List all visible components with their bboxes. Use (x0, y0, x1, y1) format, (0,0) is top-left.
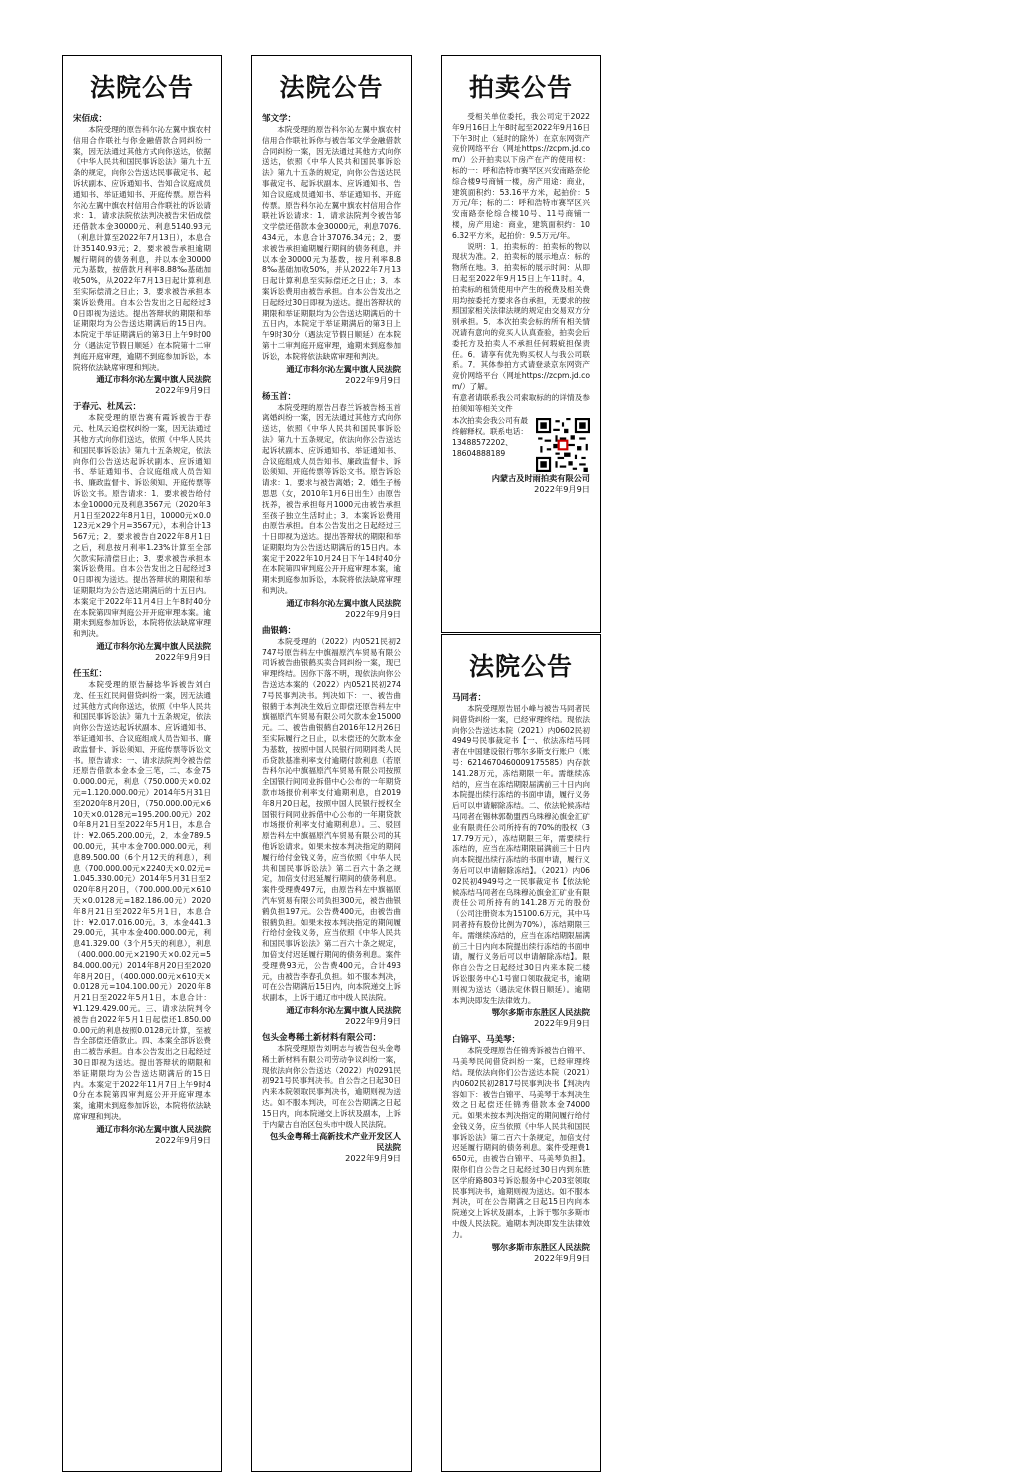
court-notice-column-1 (62, 55, 222, 1472)
notice-addressee: 杨玉首： (262, 391, 297, 402)
notice-addressee: 白锦平、马美琴： (452, 1035, 521, 1046)
notice-body: 本院受理的原告吕春兰诉被告杨玉首离婚纠纷一案，因无法通过其他方式向你送达，依照《中华人民共和国民事诉讼法》第九十五条规定，依法向你公告送达起诉状副本、应诉通知书、举证通知书、合议庭组成人员告知书、廉政监督卡、诉讼须知、开庭传票等诉讼文书。原告诉讼请求：1．要求与被告离婚；2．婚生子杨思思（女，2010年1月6日出生）由原告抚养，被告承担每月1000元由被告承担至孩子独立生活时止；3．本案诉讼费用由原告承担。自本公告发出之日起经过三十日即视为送达。提出答辩状的期限和举证期限均为公告送达期满后的15日内。本案定于2022年10月24日下午14时40分在本院第四审判庭公开开庭审理本案，逾期未到庭参加诉讼，本院将依法缺席审理和判决。 (262, 402, 401, 596)
notice-court: 通辽市科尔沁左翼中旗人民法院 (96, 641, 211, 652)
qr-row (452, 416, 590, 472)
notice-addressee: 宋佰成： (73, 114, 108, 124)
notice-court: 通辽市科尔沁左翼中旗人民法院 (286, 1004, 401, 1015)
court-notice-column-2 (251, 55, 412, 1472)
auction-notice (441, 55, 601, 633)
auction-company: 内蒙古及时雨拍卖有限公司 (491, 473, 590, 484)
column-heading: 法院公告 (468, 652, 573, 681)
column-heading: 法院公告 (279, 73, 384, 102)
notice-date: 2022年9月9日 (155, 385, 211, 396)
notice-addressee: 曲银鹤： (262, 625, 297, 636)
notice-body: 本院受理的原告赫捻华诉被告刘白龙、任玉红民间借贷纠纷一案，因无法通过其他方式向你送达，依照《中华人民共和国民事诉讼法》第九十五条规定，依法向你公告送达起诉状副本、应诉通知书、举证通知书、合议庭组成人员告知书、廉政监督卡、诉讼须知、开庭传票等诉讼文书。原告请求：一、请求法院判令被告偿还原告借款本金本金三笔，二、本金750.000.00元，利息（750.000天×0.02元=1.120.000.00元）2014年5月31日至2020年8月20日，（750.000.00元×610天×0.0128元=195.200.00元）2020年8月21日至2022年5月1日，本息合计：¥2.065.200.00元，2．本金789.500.00元，其中本金700.000.00元，利息89.500.00（6个月12天的利息），利息（700.000.00元×2240天×0.02元=1.045.330.00元）2014年5月31日至2020年8月20日，（700.000.00元×610天×0.0128元=182.186.00元）2020年8月21日至2022年5月1日，本息合计：¥2.017.016.00元。3．本金441.329.00元，其中本金400.000.00元，利息41.329.00（3个月5天的利息），利息（400.000.00元×2190天×0.02元=584.000.00元）2014年8月20日至2020年8月20日，（400.000.00元×610天×0.0128元=104.100.00元）2020年8月21日至2022年5月1日，本息合计：¥1.129.429.00元。三、请求法院判令被告自2022年5月1日起偿还1.850.000.00元的利息按照0.0128元计算，至被告全部偿还借款止。四、本案全部诉讼费由二被告承担。自本公告发出之日起经过30日即视为送达。提出答辩状的期限和举证期限均为公告送达期满后的15日内。本案定于2022年11月7日上午9时40分在本院第四审判庭公开开庭审理本案，逾期未到庭参加诉讼，本院将依法缺席审理和判决。 (73, 680, 211, 1121)
notice-body: 本院受理的原告赛有霞诉被告于春元、杜凤云追偿权纠纷一案，因无法通过其他方式向你们送达，依照《中华人民共和国民事诉讼法》第九十五条规定，依法向你们公告送达起诉状副本、应诉通知书、举证通知书、合议庭组成人员告知书、廉政监督卡、诉讼须知、开庭传票等诉讼文书。原告请求：1．要求被告给付本金10000元及利息3567元（2020年3月1日至2022年8月1日，10000元×0.0123元×29个月=3567元），本利合计13567元；2．要求被告自2022年8月1日之后，利息按月利率1.23%计算至全部欠款实际清偿日止；3．要求被告承担本案诉讼费用。自本公告发出之日起经过30日即视为送达。提出答辩状的期限和举证期限均为公告送达期满后的十五日内。本案定于2022年11月4日上午8时40分在本院第四审判庭公开开庭审理本案。逾期未到庭参加诉讼，本院将依法缺席审理和判决。 (73, 413, 212, 639)
notice (73, 112, 211, 396)
notice-date: 2022年9月9日 (155, 1134, 211, 1145)
notice-body: 本院受理原告刘明志与被告包头金粤稀土新材料有限公司劳动争议纠纷一案，现依法向你公告送达（2022）内0291民初921号民事判决书。自公告之日起30日内来本院领取民事判决书，逾期则视为送达。如不服本判决，可在公告期满之日起15日内，向本院递交上诉状及副本，上诉于内蒙古自治区包头市中级人民法院。 (262, 1043, 401, 1129)
notice-body: 本院受理的原告科尔沁左翼中旗农村信用合作联社诉你与被告邹文学金融借款合同纠纷一案，因无法通过其他方式向你送达，依照《中华人民共和国民事诉讼法》第九十五条的规定，向你公告送达民事裁定书、起诉状副本、应诉通知书、告知合议庭成员通知书、举证通知书、开庭传票。原告科尔沁左翼中旗农村信用合作联社诉讼请求：1．请求法院判令被告邹文学偿还借款本金30000元，利息7076.434元，本息合计37076.34元；2．要求被告承担逾期履行期间的债务利息，并以本金30000元为基数，按月利率8.88‰基础加收50%，并从2022年7月13日起计算利息至实际偿还之日止；3．本案诉讼费用由被告承担。自本公告发出之日起经过30日即视为送达。提出答辩状的期限和举证期限均为公告送达期满后的十五日内，本院定于举证期满后的第3日上午9时30分（遇法定节假日顺延）在本院第十二审判庭开庭审理，逾期未到庭参加诉讼，本院将依法缺席审理和判决。 (262, 125, 401, 361)
qr-code-icon[interactable] (536, 418, 590, 472)
notice-date: 2022年9月9日 (345, 374, 401, 385)
notice-date: 2022年9月9日 (534, 1018, 590, 1029)
column-heading: 法院公告 (89, 73, 194, 102)
notice (73, 667, 211, 1146)
notice-court: 鄂尔多斯市东胜区人民法院 (491, 1007, 590, 1018)
court-notice-column-3 (441, 634, 601, 1472)
notice-body: 本院受理的原告科尔沁左翼中旗农村信用合作联社与你金融借款合同纠纷一案，因无法通过其他方式向你送达，依据《中华人民共和国民事诉讼法》第九十五条的规定，向你公告送达民事裁定书、起诉状副本、应诉通知书、告知合议庭成员通知书、举证通知书、开庭传票。原告科尔沁左翼中旗农村信用合作联社的诉讼请求：1．请求法院依法判决被告宋佰成偿还借款本金30000元、利息5140.93元（利息计算至2022年7月13日），本息合计35140.93元；2．要求被告承担逾期履行期间的债务利息，并以本金30000元为基数，按借款月利率8.88‰基础加收50%，从2022年7月13日起计算利息至实际偿清之日止；3．要求被告承担本案诉讼费用。自本公告发出之日起经过30日即视为送达。提出答辩状的期限和举证期限均为公告送达期满后的15日内。本院定于举证期满后的第3日上午9时00分（遇法定节假日顺延）在本院第十二审判庭开庭审理，逾期不到庭参加诉讼，本院将依法缺席审理和判决。 (73, 125, 211, 372)
notice (73, 400, 211, 663)
notice-addressee: 邹文学： (262, 114, 297, 124)
notice-addressee: 包头金粤稀土新材料有限公司： (262, 1032, 382, 1043)
notice-body: 本院受理的（2022）内0521民初2747号原告科左中旗福原汽车贸易有限公司诉被告曲银鹤买卖合同纠纷一案，现已审理终结。因你下落不明，现依法向你公告送达本案的（2022）内0521民初2747号民事判决书。判决如下：一、被告曲银鹤于本判决生效后立即偿还原告科左中旗福原汽车贸易有限公司欠款本金15000元。二、被告曲银鹤自2016年12月26日至实际履行之日止，以未偿还的欠款本金为基数，按照中国人民银行同期同类人民币贷款基准利率支付逾期付款利息（若原告科尔沁中旗福原汽车贸易有限公司按照全国银行间同业拆借中心公布的一年期贷款市场报价利率支付逾期利息，自2019年8月20日起，按照中国人民银行授权全国银行间同业拆借中心公布的一年期贷款市场报价利率支付逾期利息）。三、驳回原告科左中旗福原汽车贸易有限公司的其他诉讼请求。如果未按本判决指定的期间履行给付金钱义务，应当依照《中华人民共和国民事诉讼法》第二百六十条之规定，加倍支付迟延履行期间的债务利息。案件受理费497元，由原告科左中旗福原汽车贸易有限公司负担300元，被告曲银鹤负担197元。公告费400元，由被告曲银鹤负担。如果未按本判决指定的期间履行给付金钱义务，应当依照《中华人民共和国民事诉讼法》第二百六十条之规定，加倍支付迟延履行期间的债务利息。案件受理费93元，公告费400元，合计493元，由被告李春孔负担。如不服本判决，可在公告期满后15日内，向本院递交上诉状副本，上诉于通辽市中级人民法院。 (262, 636, 401, 1003)
auction-contact: 本次拍卖会我公司有最终解释权。联系电话：13488572202、18604888189 (452, 416, 528, 458)
auction-notes: 说明：1．拍卖标的：拍卖标的物以现状为准。2．拍卖标的展示地点：标的物所在地。3．拍卖标的展示时间：从即日起至2022年9月15日上午11时。4．拍卖标的租赁使用中产生的税费及相关费用均按委托方要求各自承担，无要求的按照国家相关法律法规的规定由交易双方分别承担。5．本次拍卖会标的所有相关情况请有意向的竞买人认真查验，拍卖会后委托方及拍卖人不承担任何瑕疵担保责任。6．请享有优先购买权人与我公司联系。7．其体参拍方式请登录京东网资产竞价网络平台（网址https://zcpm.jd.com/）了解。 (452, 241, 590, 391)
notice-court: 鄂尔多斯市东胜区人民法院 (491, 1241, 590, 1252)
notice-addressee: 任玉红： (73, 669, 108, 680)
notice-addressee: 于春元、杜凤云： (73, 402, 142, 413)
auction-body: 受相关单位委托，我公司定于2022年9月16日上午8时起至2022年9月16日下午3时止（延时的除外）在京东网资产竞价网络平台（网址https://zcpm.jd.com/）公开拍卖以下房产在产的使用权：标的一：呼和浩特市赛罕区兴安南路奈伦综合楼9号商铺一楼，房产用途：商业，建筑面积约：53.16平方米，起拍价：5万元/年；标的二：呼和浩特市赛罕区兴安南路奈伦综合楼10号、11号商铺一楼，房产用途：商业，建筑面积约：106.32平方米，起拍价：9.5万元/年。 (452, 112, 590, 240)
notice-date: 2022年9月9日 (345, 608, 401, 619)
notice (262, 390, 401, 620)
notice (262, 1031, 401, 1164)
notice-date: 2022年9月9日 (534, 1252, 590, 1263)
notice-court: 通辽市科尔沁左翼中旗人民法院 (286, 363, 401, 374)
notice (262, 112, 401, 386)
notice-body: 本院受理原告屈小峰与被告马同者民间借贷纠纷一案，已经审理终结。现依法向你公告送达本院（2021）内0602民初4949号民事裁定书【一、依法冻结马同者在中国建设银行鄂尔多斯支行账户（账号：6214670460009175585）内存款141.28万元，冻结期限一年。需继续冻结的，应当在冻结期限届满前三十日内向本院提出续行冻结的书面申请，履行义务后可以申请解除冻结。二、依法轮候冻结马同者在锡林郭勒盟西乌珠穆沁旗金汇矿业有限责任公司所持有的70%的股权（317.79万元），冻结期限三年，需要续行冻结的，应当在冻结期限届满前三十日内向本院提出续行冻结的书面申请，履行义务后可以申请解除冻结】。（2021）内0602民初4949号之一民事裁定书【依法轮候冻结马同者在乌珠穆沁旗金汇矿业有限责任公司所持有的141.28万元的股份（公司注册资本为15100.6万元，其中马同者持有股份比例为70%），冻结期限三年。需继续冻结的，应当在冻结期限届满前三十日内向本院提出续行冻结的书面申请，履行义务后可以申请解除冻结】。限你自公告之日起经过30日内来本院二楼诉讼服务中心1号窗口领取裁定书，逾期则视为送达（遇法定休假日顺延）。逾期本判决即发生法律效力。 (452, 704, 590, 1005)
notice (452, 1033, 590, 1263)
notice (452, 691, 590, 1029)
notice-addressee: 马同者： (452, 693, 487, 703)
auction-contact-intro: 有意者请联系我公司索取标的的详情及参拍须知等相关文件 (452, 392, 590, 413)
auction-date: 2022年9月9日 (534, 484, 590, 495)
notice-court: 包头金粤稀土高新技术产业开发区人民法院 (269, 1131, 401, 1153)
notice-body: 本院受理原告任锦秀诉被告白锦平、马美琴民间借贷纠纷一案，已经审理终结。现依法向你们公告送达本院（2021）内0602民初2817号民事判决书【判决内容如下：被告白锦平、马美琴于本判决生效之日起偿还任锦秀借款本金74000元。如果未按本判决指定的期间履行给付金钱义务，应当依照《中华人民共和国民事诉讼法》第二百六十条规定，加倍支付迟延履行期间的债务利息。案件受理费1650元，由被告白锦平、马美琴负担】。限你们自公告之日起经过30日内到东胜区学府路803号诉讼服务中心203室领取民事判决书，逾期则视为送达。如不服本判决，可在公告期满之日起15日内向本院递交上诉状及副本，上诉于鄂尔多斯市中级人民法院。逾期本判决即发生法律效力。 (452, 1046, 590, 1239)
notice (262, 624, 401, 1027)
notice-date: 2022年9月9日 (345, 1153, 401, 1164)
column-heading: 拍卖公告 (468, 73, 573, 102)
notice-date: 2022年9月9日 (345, 1015, 401, 1026)
notice-court: 通辽市科尔沁左翼中旗人民法院 (96, 1123, 211, 1134)
notice-court: 通辽市科尔沁左翼中旗人民法院 (96, 374, 211, 385)
notice-court: 通辽市科尔沁左翼中旗人民法院 (286, 597, 401, 608)
notice-date: 2022年9月9日 (155, 652, 211, 663)
